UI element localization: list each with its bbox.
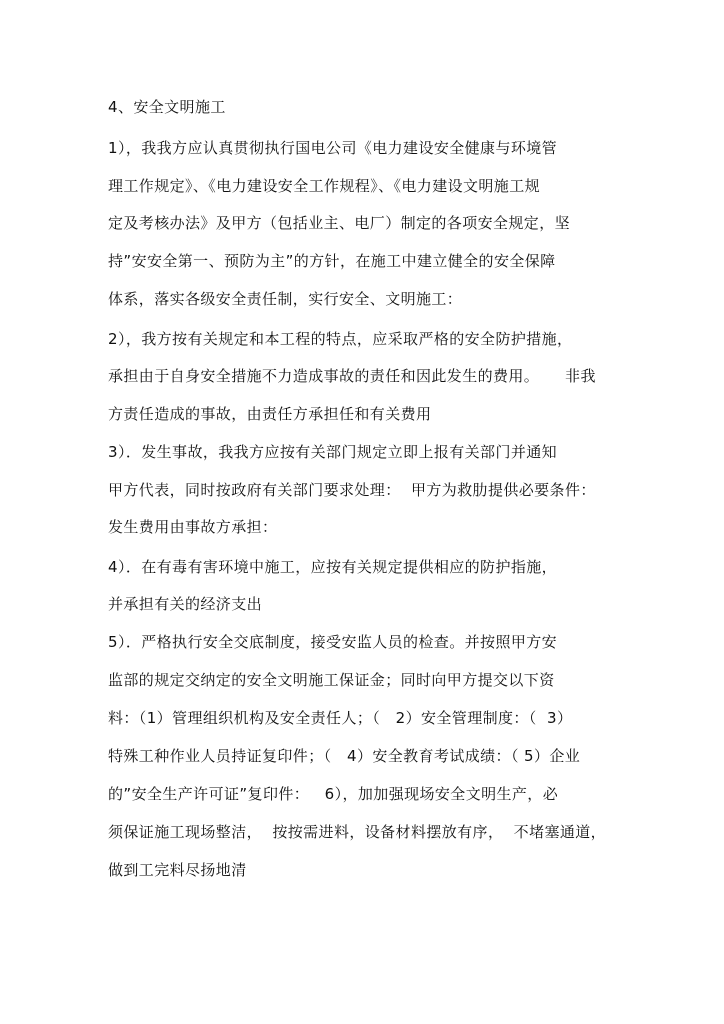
paragraph-line: 5）．严格执行安全交底制度，接受安监人员的检查。并按照甲方安 xyxy=(108,633,558,651)
paragraph-line: 并承担有关的经济支出 xyxy=(108,595,263,613)
paragraph-line: 料：（1）管理组织机构及安全责任人；（ 2）安全管理制度：（ 3） xyxy=(108,709,573,727)
paragraph-line: 理工作规定》、《电力建设安全工作规程》、《电力建设文明施工规 xyxy=(108,177,541,195)
paragraph-line: 3）．发生事故，我我方应按有关部门规定立即上报有关部门并通知 xyxy=(108,443,558,461)
paragraph-line: 体系，落实各级安全责任制，实行安全、文明施工： xyxy=(108,290,463,308)
paragraph-line: 方责任造成的事故，由责任方承担任和有关费用 xyxy=(108,405,432,423)
paragraph-line: 1），我我方应认真贯彻执行国电公司《电力建设安全健康与环境管 xyxy=(108,139,558,157)
paragraph-line: 的”安全生产许可证”复印件： 6），加加强现场安全文明生产，必 xyxy=(108,785,559,803)
paragraph-line: 须保证施工现场整洁， 按按需进料，设备材料摆放有序， 不堵塞通道， xyxy=(108,823,607,841)
paragraph-line: 监部的规定交纳定的安全文明施工保证金；同时向甲方提交以下资 xyxy=(108,671,555,689)
paragraph-line: 发生费用由事故方承担： xyxy=(108,518,278,536)
paragraph-line: 定及考核办法》及甲方（包括业主、电厂）制定的各项安全规定，坚 xyxy=(108,214,571,232)
paragraph-line: 做到工完料尽扬地清 xyxy=(108,861,247,879)
paragraph-line: 甲方代表，同时按政府有关部门要求处理： 甲方为救肋提供必要条件： xyxy=(108,481,596,499)
paragraph-line: 特殊工种作业人员持证复印件；（ 4）安全教育考试成绩：（ 5）企业 xyxy=(108,747,581,765)
paragraph-line: 持”安安全第一、预防为主”的方针，在施工中建立健全的安全保障 xyxy=(108,252,556,270)
section-heading: 4、安全文明施工 xyxy=(108,98,226,116)
paragraph-line: 2），我方按有关规定和本工程的特点，应采取严格的安全防护措施， xyxy=(108,330,573,348)
paragraph-line: 4）．在有毒有害环境中施工，应按有关规定提供相应的防护指施， xyxy=(108,558,558,576)
paragraph-line: 承担由于自身安全措施不力造成事故的责任和因此发生的费用。 非我 xyxy=(108,367,596,385)
